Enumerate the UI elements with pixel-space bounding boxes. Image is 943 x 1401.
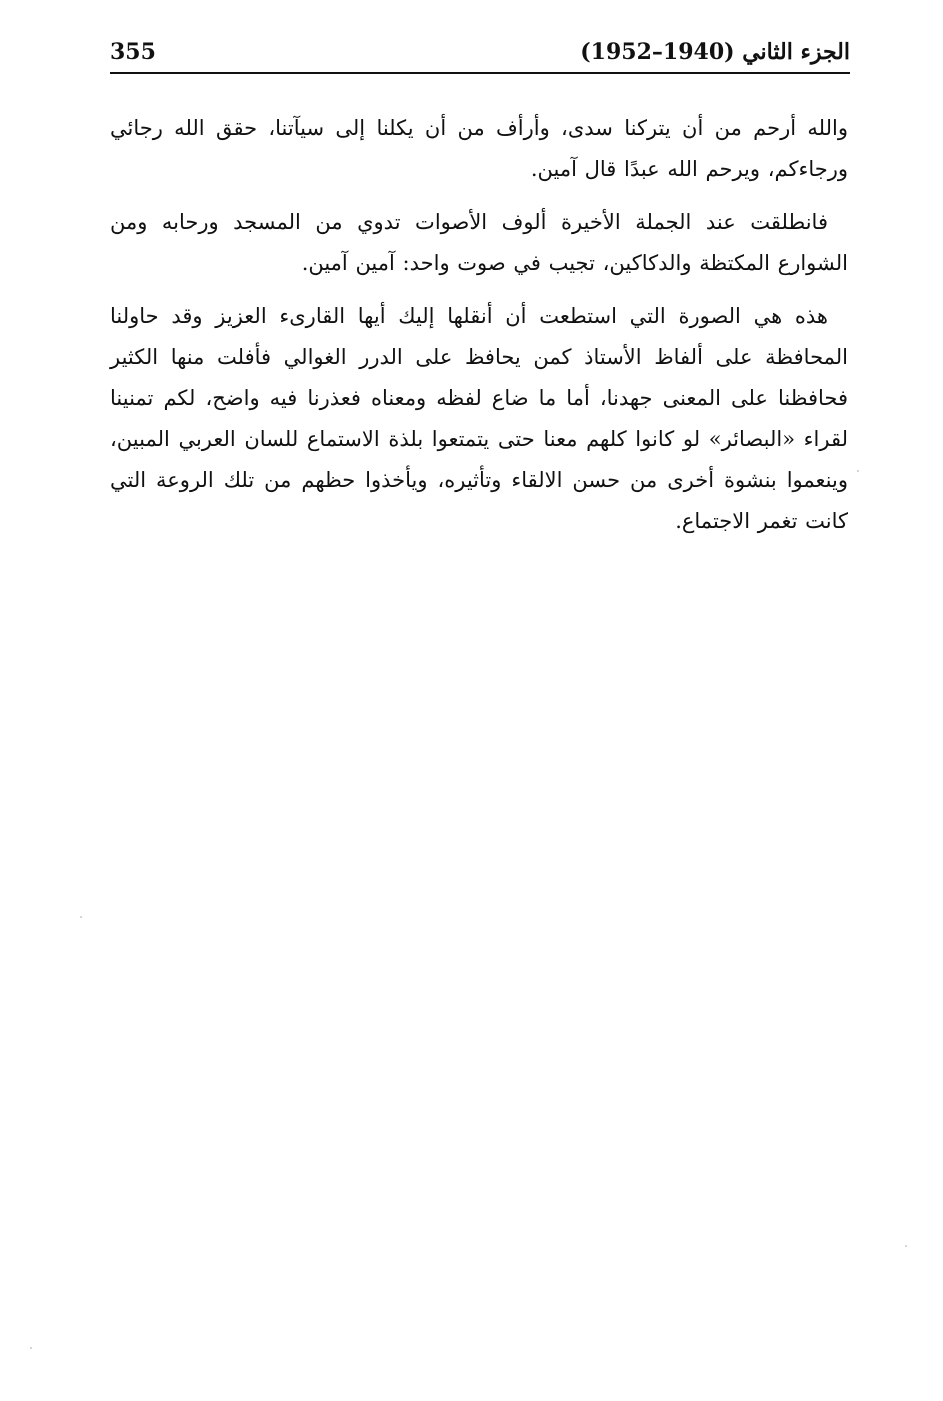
running-title: الجزء الثاني (1940–1952)	[580, 39, 850, 65]
scan-speck	[857, 470, 859, 472]
header-divider	[110, 72, 850, 74]
paragraph-prayer: والله أرحم من أن يتركنا سدى، وأرأف من أن يكلنا إلى سيآتنا، حقق الله رجائي ورجاءكم، ويرحم الله عبدًا قال آمين.	[110, 116, 848, 181]
page-body	[110, 108, 848, 554]
paragraph-author-note: هذه هي الصورة التي استطعت أن أنقلها إليك أيها القارىء العزيز وقد حاولنا المحافظة على ألفاظ الأستاذ كمن يحافظ على الدرر الغوالي فأفلت منها الكثير فحافظنا على المعنى جهدنا، أما ما ضاع لفظه ومعناه فعذرنا فيه واضح، لكم تمنينا لقراء «البصائر» لو كانوا كلهم معنا حتى يتمتعوا بلذة الاستماع للسان العربي المبين، وينعموا بنشوة أخرى من حسن الالقاء وتأثيره، ويأخذوا حظهم من تلك الروعة التي كانت تغمر الاجتماع.	[110, 304, 848, 533]
scan-speck	[30, 1347, 32, 1349]
scan-speck	[80, 916, 82, 918]
page-header	[110, 38, 850, 72]
paragraph-amen-response: فانطلقت عند الجملة الأخيرة ألوف الأصوات تدوي من المسجد ورحابه ومن الشوارع المكتظة والدكاكين، تجيب في صوت واحد: آمين آمين.	[110, 210, 848, 275]
scan-speck	[905, 1245, 907, 1247]
page-number: 355	[110, 39, 156, 65]
